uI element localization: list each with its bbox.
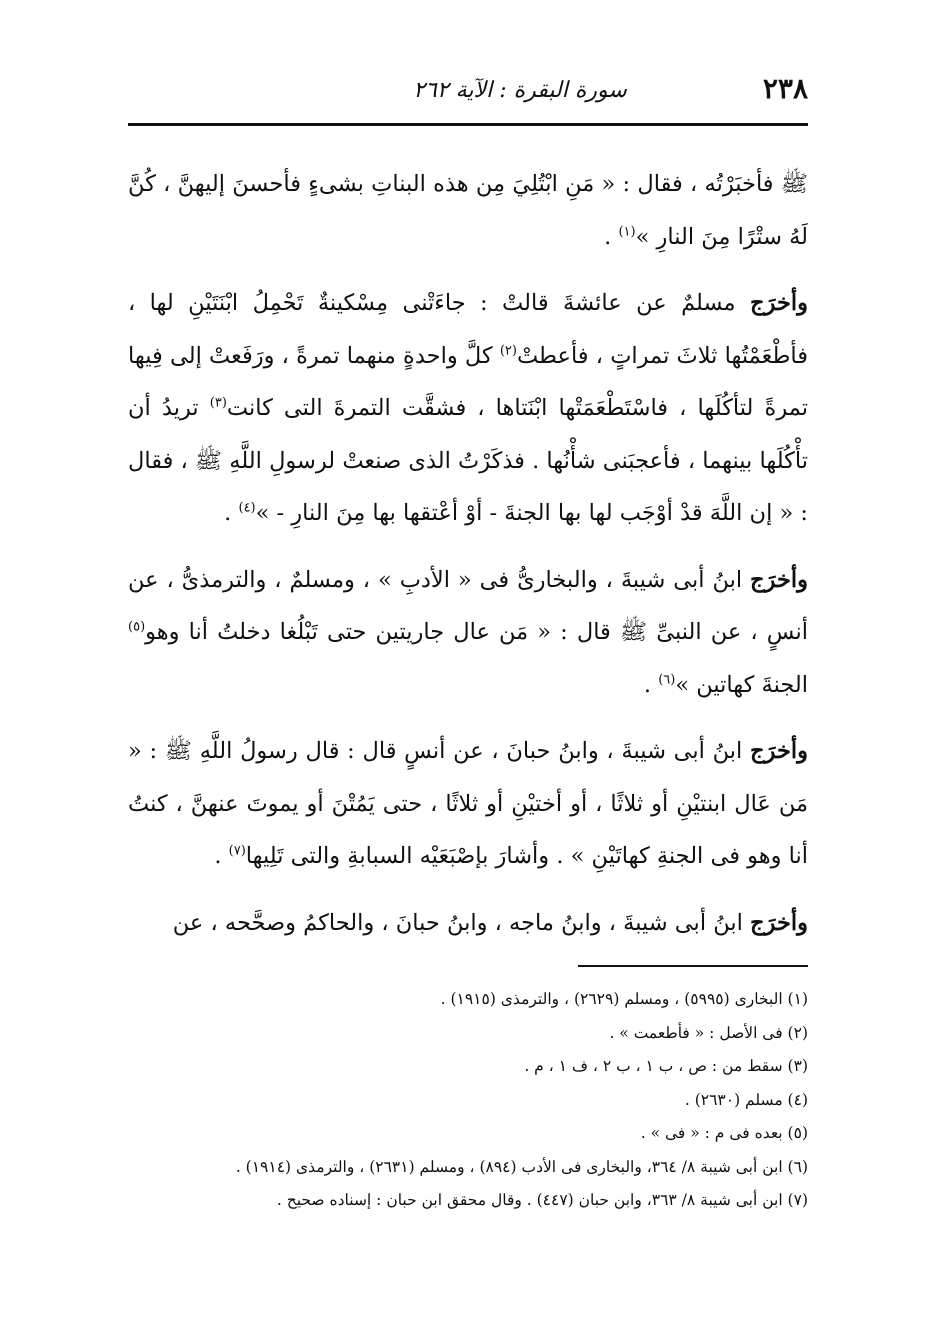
footnote: (٥) بعده فى م : « فى » . xyxy=(640,1124,808,1142)
paragraph-text: ﷺ فأخبَرْتُه ، فقال : « مَنِ ابْتُلِيَ مِن هذه البناتِ بشىءٍ فأحسنَ إليهنَّ ، كُنَّ لَهُ ستْرًا مِنَ النارِ » xyxy=(128,171,808,250)
paragraph-text: كلَّ واحدةٍ منهما تمرةً ، ورَفَعتْ إلى فِيها تمرةً لتأكُلَها ، فاسْتَطْعَمَتْها ابْنَتاها ، فشقَّت التمرةَ التى كانت xyxy=(128,342,809,421)
paragraph-text: تريدُ أن تأْكُلَها بينهما ، فأعجبَنى شأْنُها . فذكَرْتُ الذى صنعتْ لرسولِ اللَّهِ ﷺ ، فقال : « إن اللَّهَ قدْ أوْجَب لها بها الجنةَ - أوْ أعْتقها بها مِنَ النارِ - » xyxy=(128,395,808,526)
footnote: (٧) ابن أبى شيبة ٨/ ٣٦٣، وابن حبان (٤٤٧) . وقال محقق ابن حبان : إسناده صحيح . xyxy=(276,1191,808,1209)
paragraph-lead: وأخرَج xyxy=(750,566,808,593)
paragraph-tail: . xyxy=(604,223,619,250)
footnote-ref: (٤) xyxy=(238,500,256,516)
paragraph-text: مسلمٌ عن عائشةَ قالتْ : جاءَتْنى مِسْكينةٌ تَحْمِلُ ابْنَتَيْنِ لها ، فأطْعَمْتُها ثلاثَ تمراتٍ ، فأعطتْ xyxy=(128,290,808,369)
footnote-separator xyxy=(578,965,808,967)
paragraph-text: ابنُ أبى شيبةَ ، وابنُ ماجه ، وابنُ حبانَ ، والحاكمُ وصحَّحه ، عن xyxy=(172,909,751,936)
paragraph-text: الجنةَ كهاتين » xyxy=(675,671,808,698)
paragraph-tail: . xyxy=(643,671,659,698)
header-rule xyxy=(128,123,808,126)
paragraph-tail: . xyxy=(224,500,239,526)
footnote-ref: (١) xyxy=(618,224,636,239)
paragraph-lead: وأخرَج xyxy=(750,290,808,316)
footnote: (٦) ابن أبى شيبة ٨/ ٣٦٤، والبخارى فى الأدب (٨٩٤) ، ومسلم (٢٦٣١) ، والترمذى (١٩١٤) . xyxy=(235,1157,808,1176)
paragraph-text: ابنُ أبى شيبةَ ، وابنُ حبانَ ، عن أنسٍ قال : قال رسولُ اللَّهِ ﷺ : « مَن عَال ابنتيْنِ أو ثلاثًا ، أو أختيْنِ أو ثلاثًا ، حتى يَمُتْنَ أو يموتَ عنهنَّ ، كنتُ أنا وهو فى الجنةِ كهاتَيْنِ » . وأشارَ بإصْبَعَيْه السبابةِ والتى تَلِيها xyxy=(128,738,808,869)
footnote: (٢) فى الأصل : « فأطعمت » . xyxy=(609,1023,808,1042)
footnote-ref: (٥) xyxy=(128,619,146,635)
paragraph-text: ابنُ أبى شيبةَ ، والبخارىُّ فى « الأدبِ » ، ومسلمٌ ، والترمذىُّ ، عن أنسٍ ، عن النبىِّ ﷺ قال : « مَن عال جاريتين حتى تَبْلُغا دخلتُ أنا وهو xyxy=(128,566,808,645)
main-text xyxy=(128,158,808,963)
paragraph-lead: وأخرَج xyxy=(750,738,808,764)
footnote: (١) البخارى (٥٩٩٥) ، ومسلم (٢٦٢٩) ، والترمذى (١٩١٥) . xyxy=(440,990,808,1008)
footnote: (٣) سقط من : ص ، ب ١ ، ب ٢ ، ف ١ ، م . xyxy=(524,1057,808,1075)
footnote-ref: (٧) xyxy=(228,843,246,859)
footnote-ref: (٦) xyxy=(658,672,676,687)
footnotes xyxy=(128,983,808,1218)
paragraph xyxy=(128,158,808,263)
footnote: (٤) مسلم (٢٦٣٠) . xyxy=(684,1090,808,1109)
paragraph-tail: . xyxy=(214,843,229,869)
paragraph xyxy=(128,277,808,540)
footnote-ref: (٢) xyxy=(499,343,517,358)
paragraph-lead: وأخرَج xyxy=(750,909,808,936)
footnote-ref: (٣) xyxy=(209,395,227,411)
page-number: ٢٣٨ xyxy=(762,72,808,105)
paragraph xyxy=(128,725,808,883)
paragraph xyxy=(128,554,808,712)
paragraph xyxy=(128,897,808,950)
running-title: سورة البقرة : الآية ٢٦٢ xyxy=(413,78,627,103)
